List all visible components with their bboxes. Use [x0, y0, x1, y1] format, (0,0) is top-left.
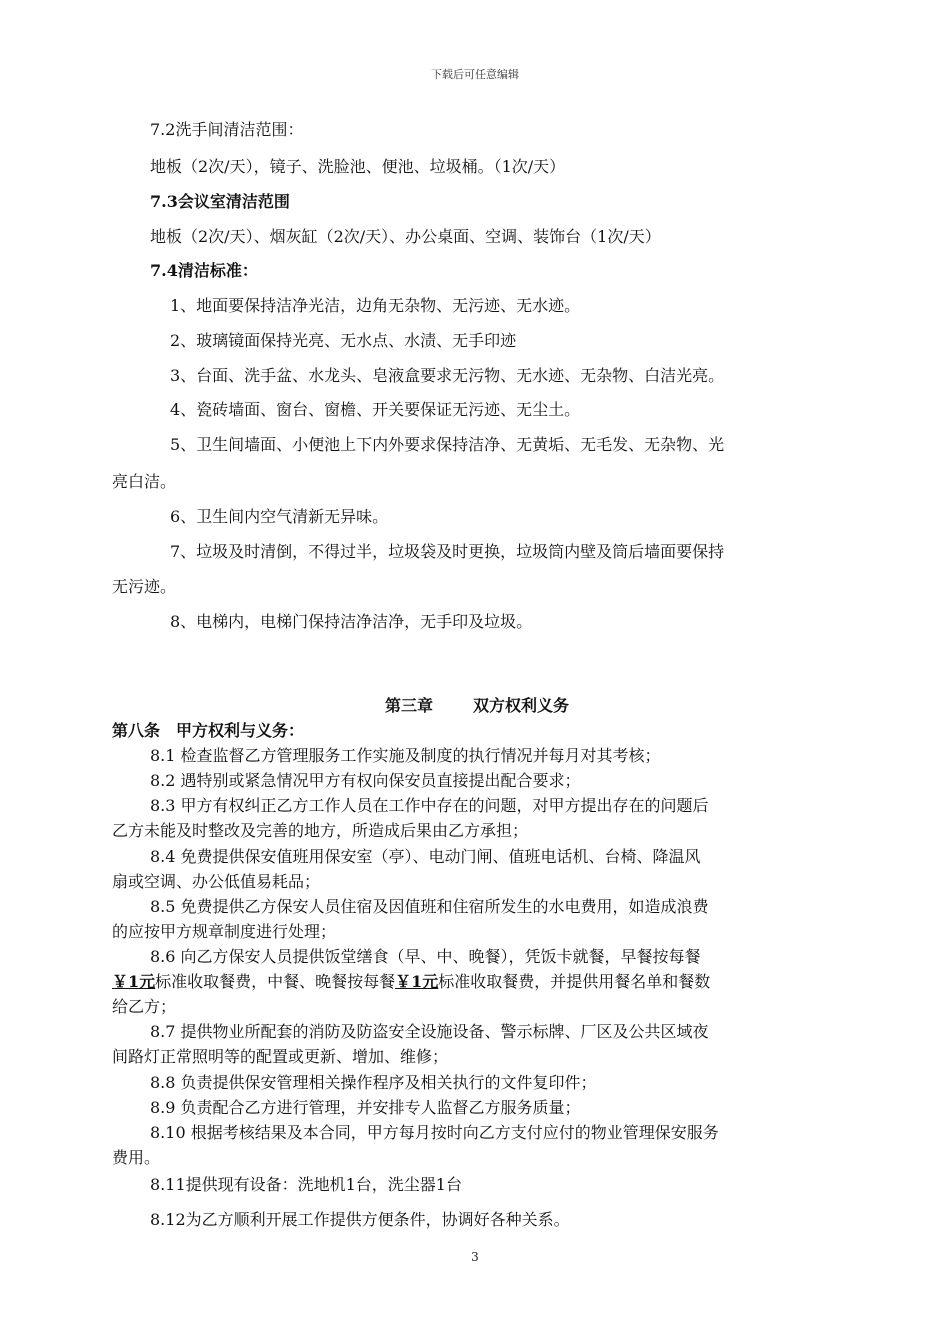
clause-8-1: 8.1 检查监督乙方管理服务工作实施及制度的执行情况并每月对其考核； [150, 746, 661, 765]
clause-8-5: 8.5 免费提供乙方保安人员住宿及因值班和住宿所发生的水电费用，如造成浪费 [150, 897, 709, 916]
clause-8-8: 8.8 负责提供保安管理相关操作程序及相关执行的文件复印件； [150, 1073, 597, 1092]
clause-8-2: 8.2 遇特别或紧急情况甲方有权向保安员直接提出配合要求； [150, 771, 581, 790]
standard-6: 6、卫生间内空气清新无异味。 [170, 507, 389, 526]
section-7-2-title: 7.2洗手间清洁范围： [150, 120, 304, 139]
clause-8-3: 8.3 甲方有权纠正乙方工作人员在工作中存在的问题，对甲方提出存在的问题后 [150, 796, 709, 815]
standard-4: 4、瓷砖墙面、窗台、窗檐、开关要保证无污迹、无尘土。 [170, 400, 581, 419]
clause-8-6-mid: 标准收取餐费，中餐、晚餐按每餐 [155, 972, 396, 991]
clause-8-4: 8.4 免费提供保安值班用保安室（亭）、电动门闸、值班电话机、台椅、降温风 [150, 847, 701, 866]
standard-7: 7、垃圾及时清倒，不得过半，垃圾袋及时更换，垃圾筒内壁及筒后墙面要保持 [170, 542, 725, 561]
clause-8-4-continued: 扇或空调、办公低值易耗品； [112, 872, 321, 891]
clause-8-6-last: 给乙方； [112, 997, 177, 1016]
chapter-title: 双方权利义务 [473, 696, 570, 715]
clause-8-9: 8.9 负责配合乙方进行管理，并安排专人监督乙方服务质量； [150, 1098, 581, 1117]
clause-8-6: 8.6 向乙方保安人员提供饭堂缮食（早、中、晚餐），凭饭卡就餐，早餐按每餐 [150, 947, 701, 966]
section-7-3-title: 7.3会议室清洁范围 [150, 192, 290, 211]
article-8-number: 第八条 [112, 721, 161, 740]
chapter-number: 第三章 [384, 696, 433, 715]
chapter-heading [112, 696, 842, 716]
clause-8-12: 8.12为乙方顺利开展工作提供方便条件，协调好各种关系。 [150, 1210, 570, 1229]
clause-8-7: 8.7 提供物业所配套的消防及防盗安全设施设备、警示标牌、厂区及公共区域夜 [150, 1022, 709, 1041]
page-number: 3 [471, 1250, 479, 1264]
section-7-3-body: 地板（2次/天）、烟灰缸（2次/天）、办公桌面、空调、装饰台（1次/天） [150, 227, 661, 246]
standard-7-continued: 无污迹。 [112, 577, 177, 596]
standard-3: 3、台面、洗手盆、水龙头、皂液盒要求无污物、无水迹、无杂物、白洁光亮。 [170, 366, 725, 385]
clause-8-11: 8.11提供现有设备：洗地机1台，洗尘器1台 [150, 1175, 462, 1194]
article-8-heading [112, 721, 842, 741]
standard-5-continued: 亮白洁。 [112, 472, 177, 491]
meal-price-lunch-dinner: ￥1元 [395, 972, 439, 991]
clause-8-6-end: 标准收取餐费，并提供用餐名单和餐数 [438, 972, 711, 991]
clause-8-6-continued [112, 972, 842, 992]
standard-1: 1、地面要保持洁净光洁，边角无杂物、无污迹、无水迹。 [170, 296, 581, 315]
standard-8: 8、电梯内，电梯门保持洁净洁净，无手印及垃圾。 [170, 612, 533, 631]
clause-8-7-continued: 间路灯正常照明等的配置或更新、增加、维修； [112, 1047, 449, 1066]
clause-8-3-continued: 乙方未能及时整改及完善的地方，所造成后果由乙方承担； [112, 821, 529, 840]
section-7-4-title: 7.4清洁标准： [150, 261, 258, 280]
clause-8-10: 8.10 根据考核结果及本合同，甲方每月按时向乙方支付应付的物业管理保安服务 [150, 1123, 719, 1142]
section-7-2-body: 地板（2次/天），镜子、洗脸池、便池、垃圾桶。（1次/天） [150, 157, 566, 176]
clause-8-5-continued: 的应按甲方规章制度进行处理； [112, 922, 337, 941]
page-header-note: 下载后可任意编辑 [431, 68, 519, 81]
article-8-title: 甲方权利与义务： [176, 721, 305, 740]
standard-2: 2、玻璃镜面保持光亮、无水点、水渍、无手印迹 [170, 331, 517, 350]
standard-5: 5、卫生间墙面、小便池上下内外要求保持洁净、无黄垢、无毛发、无杂物、光 [170, 435, 725, 454]
meal-price-breakfast: ￥1元 [112, 972, 156, 991]
clause-8-10-continued: 费用。 [112, 1148, 161, 1167]
